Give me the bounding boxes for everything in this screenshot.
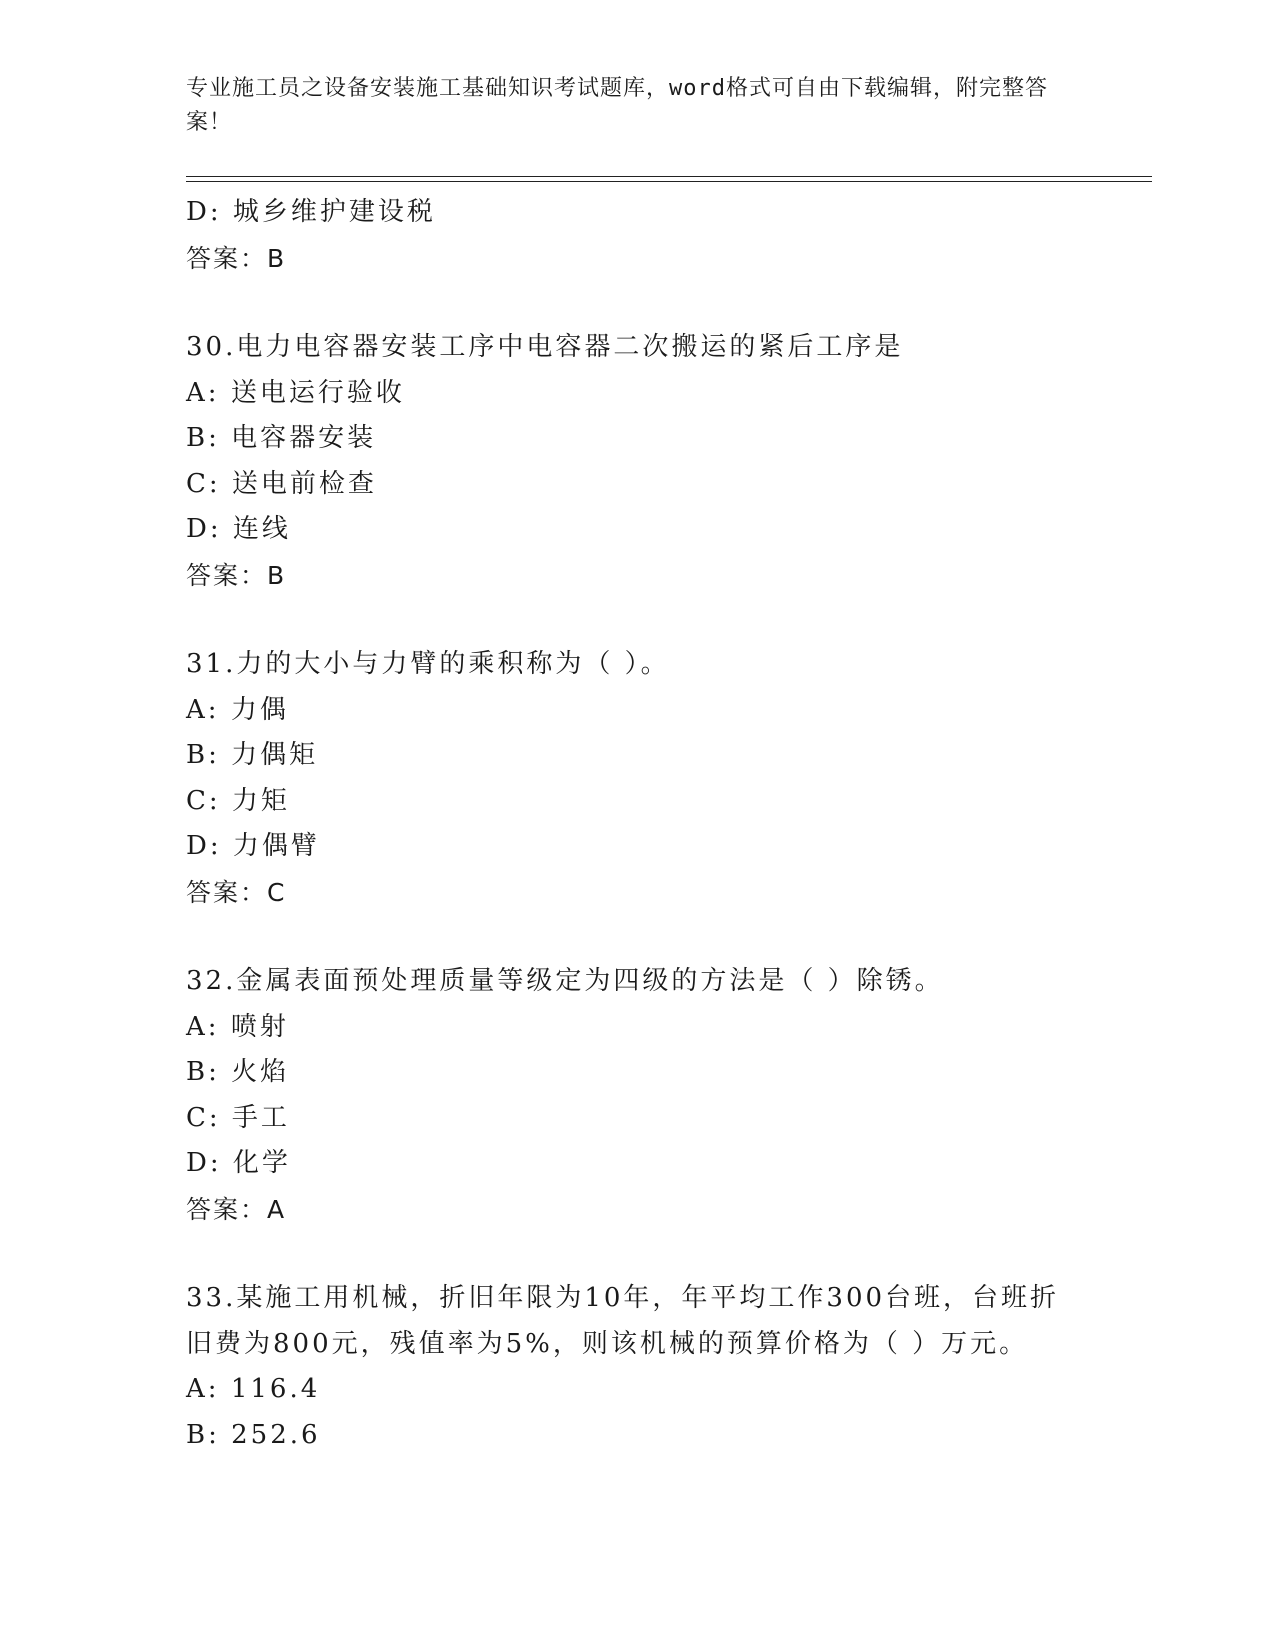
option-text: 电容器安装 bbox=[231, 423, 377, 453]
option-text: 城乡维护建设税 bbox=[232, 197, 436, 227]
answer-line: 答案：A bbox=[186, 1194, 287, 1224]
option-d bbox=[186, 190, 1152, 236]
option-a bbox=[186, 371, 1152, 417]
option-key: A: bbox=[186, 1374, 220, 1404]
header-divider-bottom bbox=[186, 181, 1152, 182]
option-text: 手工 bbox=[231, 1102, 290, 1133]
option-text: 化学 bbox=[232, 1148, 291, 1178]
option-text: 送电前检查 bbox=[231, 468, 377, 499]
option-key: A: bbox=[186, 377, 220, 408]
answer-line: 答案：B bbox=[186, 560, 287, 590]
option-key: D: bbox=[186, 831, 222, 861]
option-key: A: bbox=[186, 1011, 220, 1042]
answer-line: 答案：B bbox=[186, 243, 287, 273]
option-text: 送电运行验收 bbox=[230, 377, 405, 408]
option-key: D: bbox=[186, 514, 222, 544]
option-key: B: bbox=[186, 1419, 220, 1450]
question-stem-line-2: 旧费为800元，残值率为5%，则该机械的预算价格为（ ）万元。 bbox=[186, 1328, 1029, 1359]
header-divider-top bbox=[186, 176, 1152, 177]
option-key: D: bbox=[186, 1148, 222, 1178]
option-key: B: bbox=[186, 423, 220, 453]
document-header: 专业施工员之设备安装施工基础知识考试题库，word格式可自由下载编辑，附完整答案！ bbox=[186, 76, 1048, 135]
option-text: 力偶 bbox=[230, 694, 289, 725]
option-c bbox=[186, 462, 1152, 508]
option-key: B: bbox=[186, 1057, 220, 1087]
option-text: 火焰 bbox=[231, 1057, 290, 1087]
option-b bbox=[186, 416, 1152, 462]
option-a bbox=[186, 1005, 1152, 1051]
answer-line: 答案：C bbox=[186, 877, 287, 907]
option-c bbox=[186, 779, 1152, 825]
option-key: A: bbox=[186, 694, 220, 725]
option-d bbox=[186, 1141, 1152, 1187]
option-text: 连线 bbox=[232, 514, 291, 544]
option-key: C: bbox=[186, 1102, 221, 1133]
option-text: 力偶臂 bbox=[232, 831, 320, 861]
option-b bbox=[186, 733, 1152, 779]
option-b bbox=[186, 1050, 1152, 1096]
option-key: C: bbox=[186, 468, 221, 499]
option-d bbox=[186, 824, 1152, 870]
option-text: 116.4 bbox=[230, 1374, 321, 1404]
option-b bbox=[186, 1413, 1152, 1459]
option-key: B: bbox=[186, 740, 220, 770]
option-text: 喷射 bbox=[230, 1011, 289, 1042]
option-a bbox=[186, 1367, 1152, 1413]
option-key: D: bbox=[186, 197, 222, 227]
question-stem: 30.电力电容器安装工序中电容器二次搬运的紧后工序是 bbox=[186, 332, 904, 362]
option-text: 252.6 bbox=[231, 1419, 321, 1450]
question-stem-line-1: 33.某施工用机械，折旧年限为10年，年平均工作300台班，台班折 bbox=[186, 1283, 1060, 1313]
option-key: C: bbox=[186, 785, 221, 816]
option-a bbox=[186, 688, 1152, 734]
option-text: 力偶矩 bbox=[231, 740, 319, 770]
question-stem: 31.力的大小与力臂的乘积称为（ ）。 bbox=[186, 649, 670, 679]
option-c bbox=[186, 1096, 1152, 1142]
option-text: 力矩 bbox=[231, 785, 290, 816]
option-d bbox=[186, 507, 1152, 553]
question-list bbox=[186, 190, 1152, 1458]
question-stem: 32.金属表面预处理质量等级定为四级的方法是（ ）除锈。 bbox=[186, 966, 944, 996]
